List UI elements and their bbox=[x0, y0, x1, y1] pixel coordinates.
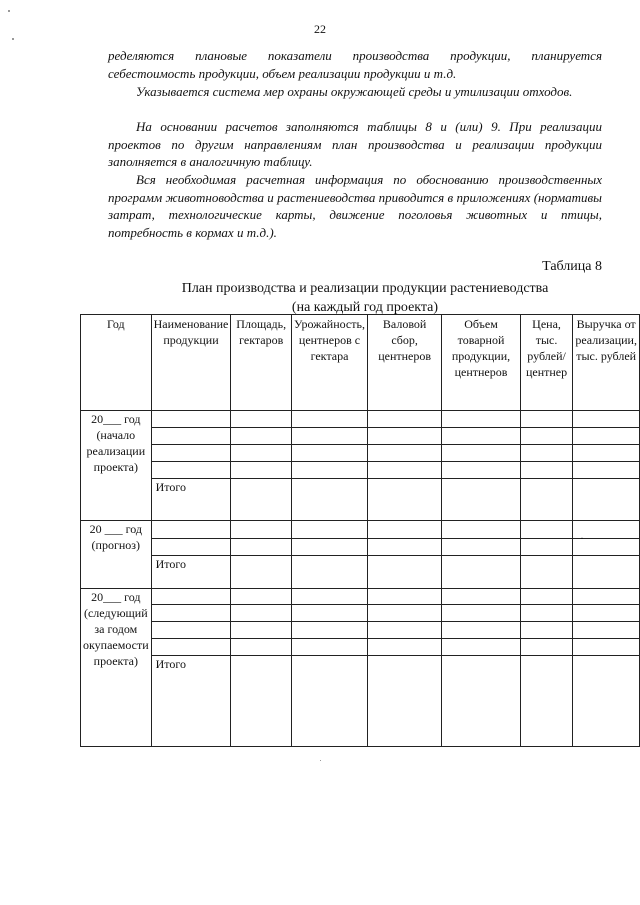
year-cell: 20___ год (следующий за годом окупаемости проекта) bbox=[81, 589, 152, 747]
year-cell: 20 ___ год (прогноз) bbox=[81, 521, 152, 589]
header-gross-harvest: Валовой сбор, центнеров bbox=[367, 315, 441, 411]
table-row bbox=[81, 622, 640, 639]
table-row bbox=[81, 462, 640, 479]
paragraph-tables: На основании расчетов заполняются таблицы 8 и (или) 9. При реализации проектов по другим направлениям план производства и реализации продукции заполняется в аналогичную таблицу. bbox=[108, 119, 602, 169]
table-row bbox=[81, 428, 640, 445]
table-row-total bbox=[81, 556, 640, 589]
paragraph-environment: Указывается система мер охраны окружающей среды и утилизации отходов. bbox=[136, 84, 573, 99]
table-title-line-2: (на каждый год проекта) bbox=[291, 300, 439, 315]
page-number: 22 bbox=[314, 22, 326, 36]
total-label: Итого bbox=[151, 656, 231, 747]
header-price: Цена, тыс. рублей/ центнер bbox=[520, 315, 573, 411]
table-label: Таблица 8 bbox=[542, 259, 602, 274]
table-row-total bbox=[81, 656, 640, 702]
header-marketable-volume: Объем товарной продукции, центнеров bbox=[442, 315, 521, 411]
year-cell: 20___ год (начало реализации проекта) bbox=[81, 411, 152, 521]
header-revenue: Выручка от реализации, тыс. рублей bbox=[573, 315, 640, 411]
table-row bbox=[81, 605, 640, 622]
header-area: Площадь, гектаров bbox=[231, 315, 292, 411]
scan-speck bbox=[8, 10, 10, 12]
header-product-name: Наименование продукции bbox=[151, 315, 231, 411]
total-label: Итого bbox=[151, 479, 231, 521]
total-label: Итого bbox=[151, 556, 231, 589]
scan-speck bbox=[320, 760, 321, 761]
table-title-line-1: План производства и реализации продукции растениеводства bbox=[181, 281, 549, 296]
table-row bbox=[81, 521, 640, 539]
scan-speck bbox=[12, 38, 14, 40]
table-title bbox=[108, 279, 622, 317]
table-header-row bbox=[81, 315, 640, 411]
table-row bbox=[81, 639, 640, 656]
table-row bbox=[81, 411, 640, 428]
table-row-total bbox=[81, 479, 640, 502]
production-plan-table bbox=[80, 314, 640, 747]
header-year: Год bbox=[81, 315, 152, 411]
paragraph-appendices: Вся необходимая расчетная информация по обоснованию производственных программ животноводства и растениеводства приводится в приложениях (нормативы затрат, технологические карты, движение поголовья животных и птицы, потребность в кормах и т.д.). bbox=[108, 172, 602, 240]
stray-mark: · bbox=[580, 531, 584, 545]
table-row bbox=[81, 445, 640, 462]
paragraph-continuation: ределяются плановые показатели производства продукции, планируется себестоимость продукции, объем реализации продукции и т.д. bbox=[108, 48, 602, 81]
table-row bbox=[81, 539, 640, 556]
table-row bbox=[81, 589, 640, 605]
header-yield: Урожайность, центнеров с гектара bbox=[292, 315, 368, 411]
